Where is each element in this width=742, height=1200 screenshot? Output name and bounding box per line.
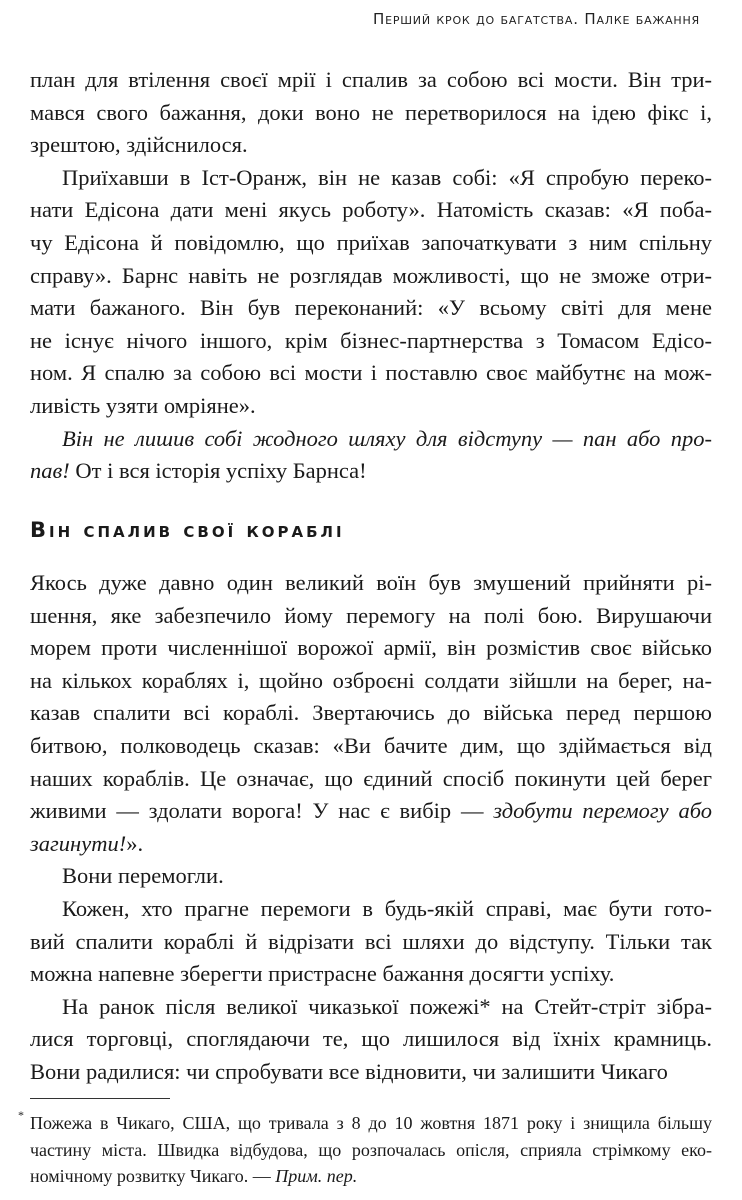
text-segment: Кожен, хто прагне перемоги в будь-якій справі, має бути гото- <box>62 896 712 921</box>
text-line <box>30 326 712 356</box>
running-header: Перший крок до багатства. Палке бажання <box>372 10 700 28</box>
text-segment: мався свого бажання, доки воно не перетворилося на ідею фікс і, <box>30 99 712 125</box>
text-line <box>62 424 712 454</box>
text-line <box>30 391 712 421</box>
italic-text: загинути! <box>30 830 127 856</box>
text-line <box>62 894 712 924</box>
text-line <box>30 698 712 728</box>
text-segment: От і вся історія успіху Барнса! <box>69 458 367 484</box>
footnote-divider <box>30 1098 170 1099</box>
italic-text: здобути перемогу або <box>493 798 712 824</box>
text-segment: казав спалити всі кораблі. Звертаючись до війська перед першою <box>30 700 712 726</box>
text-line <box>30 98 712 128</box>
text-line <box>30 65 712 95</box>
italic-text: Прим. пер. <box>275 1166 358 1186</box>
text-line <box>30 927 712 957</box>
italic-text: пав! <box>30 458 70 484</box>
text-segment: шення, яке забезпечило йому перемогу на полі бою. Вирушаючи <box>30 602 712 628</box>
text-segment: живими — здолати ворога! У нас є вибір — <box>30 798 494 824</box>
text-segment: Приїхавши в Іст-Оранж, він не казав собі: «Я спробую переко- <box>62 164 712 190</box>
text-segment: ». <box>126 830 144 856</box>
text-line <box>30 959 712 989</box>
text-line <box>30 1163 712 1189</box>
text-segment: номічному розвитку Чикаго. — <box>30 1166 276 1186</box>
text-line <box>30 633 712 663</box>
text-segment: морем проти численнішої ворожої армії, він розмістив своє військо <box>30 635 712 661</box>
text-line <box>30 130 712 160</box>
text-segment: ном. Я спалю за собою всі мости і поставлю своє майбутнє на мож- <box>30 360 712 386</box>
text-segment: не існує нічого іншого, крім бізнес-партнерства з Томасом Едісо- <box>30 327 712 353</box>
text-segment: справу». Барнс навіть не розглядав можливості, що не зможе отри- <box>30 262 712 288</box>
text-segment: на кількох кораблях і, щойно озброєні солдати зійшли на берег, на- <box>30 667 712 693</box>
text-line <box>30 601 712 631</box>
text-segment: наших кораблів. Це означає, що єдиний спосіб покинути цей берег <box>30 765 712 791</box>
text-segment: зрештою, здійснилося. <box>30 132 248 158</box>
footnote-marker: * <box>18 1108 24 1122</box>
text-line <box>30 666 712 696</box>
text-line <box>30 1137 712 1163</box>
text-segment: Пожежа в Чикаго, США, що тривала з 8 до 10 жовтня 1871 року і знищила більшу <box>30 1113 712 1133</box>
text-segment: мати бажаного. Він був переконаний: «У всьому світі для мене <box>30 295 712 321</box>
text-line <box>30 261 712 291</box>
text-line <box>30 568 712 598</box>
text-line <box>30 731 712 761</box>
text-line <box>30 1024 712 1054</box>
text-line <box>30 195 712 225</box>
text-segment: Вони перемогли. <box>62 863 224 889</box>
text-line <box>30 1057 712 1087</box>
text-segment: вий спалити кораблі й відрізати всі шляхи до відступу. Тільки так <box>30 928 712 954</box>
text-segment: Якось дуже давно один великий воїн був змушений прийняти рі- <box>30 570 712 595</box>
text-segment: можна напевне зберегти пристрасне бажання досягти успіху. <box>30 961 615 987</box>
text-line <box>30 764 712 794</box>
text-segment: На ранок після великої чиказької пожежі* на Стейт-стріт зібра- <box>62 993 712 1019</box>
text-segment: нати Едісона дати мені якусь роботу». Натомість сказав: «Я поба- <box>30 197 712 223</box>
text-line <box>30 228 712 258</box>
text-line <box>30 796 712 826</box>
text-segment: частину міста. Швидка відбудова, що розпочалась опісля, сприяла стрімкому еко- <box>30 1139 712 1160</box>
text-segment: план для втілення своєї мрії і спалив за собою всі мости. Він три- <box>30 67 712 92</box>
text-line <box>62 992 712 1022</box>
text-segment: битвою, полководець сказав: «Ви бачите дим, що здіймається від <box>30 733 712 758</box>
text-line <box>30 1110 712 1136</box>
text-line <box>62 163 712 193</box>
text-segment: ливість узяти омріяне». <box>30 393 256 418</box>
text-line <box>62 861 712 891</box>
section-heading: Він спалив свої кораблі <box>30 518 345 542</box>
text-segment: лися торговці, споглядаючи те, що лишилося від їхніх крамниць. <box>30 1026 712 1052</box>
text-line <box>30 293 712 323</box>
text-segment: Вони радилися: чи спробувати все відновити, чи залишити Чикаго <box>30 1059 668 1084</box>
text-segment: чу Едісона й повідомлю, що приїхав започаткувати з ним спільну <box>30 230 712 255</box>
text-line <box>30 358 712 388</box>
text-line <box>30 456 712 486</box>
text-line <box>30 829 712 859</box>
italic-text: Він не лишив собі жодного шляху для відступу — пан або про- <box>62 425 712 451</box>
